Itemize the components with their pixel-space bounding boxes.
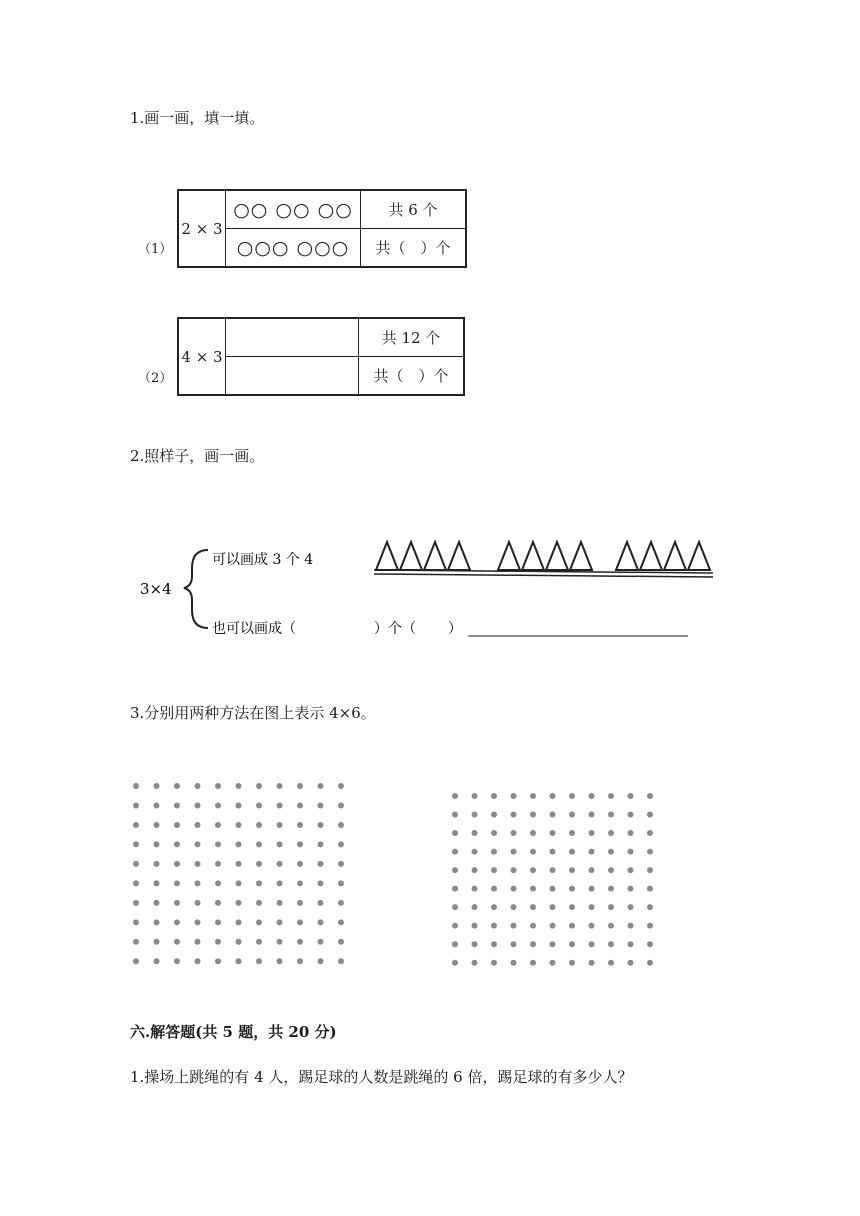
grid-dot	[530, 904, 536, 910]
grid-dot	[338, 919, 344, 925]
grid-dot	[569, 923, 575, 929]
grid-dot	[236, 880, 242, 886]
grid-dot	[628, 960, 634, 966]
grid-dot	[277, 958, 283, 964]
grid-dot	[452, 886, 458, 892]
q1-part2-row1-result: 共 12 个	[359, 318, 465, 357]
q3-dot-grid-right[interactable]	[447, 788, 667, 980]
grid-dot	[195, 861, 201, 867]
grid-dot	[215, 783, 221, 789]
grid-dot	[174, 900, 180, 906]
grid-dot	[608, 812, 614, 818]
grid-dot	[318, 841, 324, 847]
grid-dot	[511, 886, 517, 892]
grid-dot	[154, 802, 160, 808]
grid-dot	[647, 793, 653, 799]
grid-dot	[195, 783, 201, 789]
grid-dot	[491, 830, 497, 836]
grid-dot	[133, 939, 139, 945]
grid-dot	[550, 904, 556, 910]
q1-part1-row2-circles: ○○○ ○○○	[226, 229, 361, 268]
grid-dot	[154, 822, 160, 828]
grid-dot	[472, 941, 478, 947]
grid-dot	[318, 919, 324, 925]
grid-dot	[297, 919, 303, 925]
example-triangle	[448, 542, 470, 570]
q3-title: 3.分别用两种方法在图上表示 4×6。	[130, 704, 376, 722]
example-triangle	[616, 542, 638, 570]
example-triangle	[640, 542, 662, 570]
grid-dot	[318, 783, 324, 789]
grid-dot	[256, 822, 262, 828]
grid-dot	[338, 783, 344, 789]
grid-dot	[277, 861, 283, 867]
grid-dot	[511, 904, 517, 910]
grid-dot	[608, 904, 614, 910]
grid-dot	[195, 919, 201, 925]
grid-dot	[608, 941, 614, 947]
grid-dot	[154, 783, 160, 789]
grid-dot	[569, 960, 575, 966]
grid-dot	[530, 960, 536, 966]
grid-dot	[256, 939, 262, 945]
grid-dot	[133, 880, 139, 886]
q1-part1-row1-circles: ○○ ○○ ○○	[226, 190, 361, 229]
grid-dot	[511, 849, 517, 855]
grid-dot	[236, 783, 242, 789]
grid-dot	[133, 861, 139, 867]
grid-dot	[628, 886, 634, 892]
grid-dot	[195, 958, 201, 964]
grid-dot	[277, 939, 283, 945]
grid-dot	[569, 904, 575, 910]
example-triangle	[400, 542, 422, 570]
grid-dot	[154, 900, 160, 906]
q1-part1-table	[177, 189, 467, 268]
grid-dot	[628, 904, 634, 910]
grid-dot	[530, 867, 536, 873]
grid-dot	[647, 923, 653, 929]
grid-dot	[236, 802, 242, 808]
grid-dot	[589, 830, 595, 836]
grid-dot	[530, 941, 536, 947]
grid-dot	[647, 886, 653, 892]
grid-dot	[297, 958, 303, 964]
grid-dot	[297, 880, 303, 886]
grid-dot	[550, 867, 556, 873]
grid-dot	[491, 941, 497, 947]
grid-dot	[628, 849, 634, 855]
grid-dot	[550, 849, 556, 855]
grid-dot	[452, 960, 458, 966]
example-triangle	[522, 542, 544, 570]
grid-dot	[569, 793, 575, 799]
grid-dot	[452, 941, 458, 947]
grid-dot	[133, 900, 139, 906]
grid-dot	[647, 904, 653, 910]
grid-dot	[511, 923, 517, 929]
grid-dot	[511, 812, 517, 818]
q1-part2-row2-draw-area[interactable]	[226, 357, 359, 396]
grid-dot	[472, 904, 478, 910]
grid-dot	[491, 812, 497, 818]
grid-dot	[589, 923, 595, 929]
grid-dot	[472, 867, 478, 873]
q2-line2-a: 也可以画成（	[212, 621, 296, 637]
q2-title: 2.照样子，画一画。	[130, 447, 265, 465]
grid-dot	[452, 923, 458, 929]
grid-dot	[608, 849, 614, 855]
grid-dot	[550, 793, 556, 799]
grid-dot	[589, 812, 595, 818]
grid-dot	[530, 923, 536, 929]
grid-dot	[318, 861, 324, 867]
grid-dot	[511, 941, 517, 947]
grid-dot	[491, 867, 497, 873]
q1-part2-row2-result[interactable]: 共（ ）个	[359, 357, 465, 396]
grid-dot	[608, 830, 614, 836]
grid-dot	[338, 900, 344, 906]
grid-dot	[472, 849, 478, 855]
grid-dot	[215, 880, 221, 886]
section6-q1: 1.操场上跳绳的有 4 人，踢足球的人数是跳绳的 6 倍，踢足球的有多少人？	[130, 1068, 633, 1086]
grid-dot	[647, 960, 653, 966]
grid-dot	[133, 958, 139, 964]
grid-dot	[589, 793, 595, 799]
grid-dot	[174, 802, 180, 808]
grid-dot	[628, 867, 634, 873]
grid-dot	[133, 822, 139, 828]
q2-example-underline-2	[374, 574, 713, 577]
grid-dot	[511, 867, 517, 873]
grid-dot	[550, 941, 556, 947]
example-triangle	[664, 542, 686, 570]
grid-dot	[628, 830, 634, 836]
grid-dot	[297, 861, 303, 867]
grid-dot	[154, 958, 160, 964]
section6-title: 六.解答题(共 5 题，共 20 分)	[130, 1023, 337, 1041]
grid-dot	[256, 841, 262, 847]
grid-dot	[215, 802, 221, 808]
grid-dot	[215, 919, 221, 925]
q2-figure	[130, 530, 730, 650]
grid-dot	[452, 849, 458, 855]
grid-dot	[236, 939, 242, 945]
q1-part1-label: （1）	[138, 242, 173, 257]
grid-dot	[154, 919, 160, 925]
grid-dot	[195, 802, 201, 808]
grid-dot	[491, 793, 497, 799]
grid-dot	[569, 812, 575, 818]
grid-dot	[174, 880, 180, 886]
grid-dot	[452, 867, 458, 873]
grid-dot	[491, 849, 497, 855]
q1-part1-row1-result: 共 6 个	[361, 190, 467, 229]
grid-dot	[318, 822, 324, 828]
grid-dot	[174, 958, 180, 964]
example-triangle	[688, 542, 710, 570]
grid-dot	[550, 886, 556, 892]
grid-dot	[608, 793, 614, 799]
grid-dot	[215, 900, 221, 906]
grid-dot	[569, 830, 575, 836]
q1-part2-expr: 4 × 3	[178, 318, 226, 395]
grid-dot	[338, 861, 344, 867]
grid-dot	[195, 939, 201, 945]
grid-dot	[154, 861, 160, 867]
grid-dot	[236, 900, 242, 906]
grid-dot	[472, 830, 478, 836]
grid-dot	[628, 941, 634, 947]
q1-part1-row2-result[interactable]: 共（ ）个	[361, 229, 467, 268]
grid-dot	[297, 802, 303, 808]
grid-dot	[647, 849, 653, 855]
grid-dot	[318, 900, 324, 906]
grid-dot	[589, 849, 595, 855]
grid-dot	[491, 886, 497, 892]
grid-dot	[647, 812, 653, 818]
grid-dot	[256, 783, 262, 789]
grid-dot	[277, 900, 283, 906]
example-triangle	[546, 542, 568, 570]
grid-dot	[550, 812, 556, 818]
grid-dot	[338, 880, 344, 886]
grid-dot	[338, 802, 344, 808]
q2-line1: 可以画成 3 个 4	[212, 552, 314, 568]
grid-dot	[277, 919, 283, 925]
q1-part1-expr: 2 × 3	[178, 190, 226, 267]
grid-dot	[608, 960, 614, 966]
grid-dot	[154, 880, 160, 886]
grid-dot	[133, 802, 139, 808]
grid-dot	[297, 783, 303, 789]
q1-part2-table	[177, 317, 465, 396]
grid-dot	[491, 960, 497, 966]
grid-dot	[530, 849, 536, 855]
grid-dot	[215, 841, 221, 847]
grid-dot	[195, 822, 201, 828]
grid-dot	[236, 841, 242, 847]
grid-dot	[530, 812, 536, 818]
grid-dot	[215, 861, 221, 867]
grid-dot	[452, 830, 458, 836]
grid-dot	[628, 923, 634, 929]
grid-dot	[550, 923, 556, 929]
grid-dot	[174, 861, 180, 867]
grid-dot	[589, 904, 595, 910]
grid-dot	[452, 904, 458, 910]
example-triangle	[376, 542, 398, 570]
q2-line2-b: ）个（	[374, 621, 416, 637]
grid-dot	[338, 822, 344, 828]
grid-dot	[277, 880, 283, 886]
grid-dot	[589, 867, 595, 873]
grid-dot	[215, 939, 221, 945]
grid-dot	[133, 841, 139, 847]
grid-dot	[338, 841, 344, 847]
example-triangle	[498, 542, 520, 570]
grid-dot	[569, 941, 575, 947]
example-triangle	[424, 542, 446, 570]
grid-dot	[647, 941, 653, 947]
q1-part2-label: （2）	[138, 371, 173, 386]
grid-dot	[236, 822, 242, 828]
grid-dot	[472, 812, 478, 818]
grid-dot	[174, 939, 180, 945]
grid-dot	[154, 939, 160, 945]
grid-dot	[215, 822, 221, 828]
grid-dot	[511, 960, 517, 966]
grid-dot	[236, 958, 242, 964]
example-triangle	[570, 542, 592, 570]
grid-dot	[174, 841, 180, 847]
grid-dot	[256, 919, 262, 925]
grid-dot	[277, 802, 283, 808]
grid-dot	[569, 867, 575, 873]
grid-dot	[608, 886, 614, 892]
grid-dot	[472, 960, 478, 966]
grid-dot	[154, 841, 160, 847]
grid-dot	[318, 939, 324, 945]
grid-dot	[452, 793, 458, 799]
q1-part2-row1-draw-area[interactable]	[226, 318, 359, 357]
q2-line2-c: ）	[448, 621, 462, 637]
grid-dot	[338, 958, 344, 964]
grid-dot	[297, 900, 303, 906]
grid-dot	[236, 919, 242, 925]
grid-dot	[256, 958, 262, 964]
grid-dot	[472, 923, 478, 929]
grid-dot	[338, 939, 344, 945]
grid-dot	[297, 841, 303, 847]
grid-dot	[195, 841, 201, 847]
grid-dot	[472, 793, 478, 799]
grid-dot	[511, 793, 517, 799]
q2-expr: 3×4	[140, 580, 172, 598]
grid-dot	[550, 830, 556, 836]
grid-dot	[256, 802, 262, 808]
grid-dot	[318, 958, 324, 964]
grid-dot	[174, 919, 180, 925]
grid-dot	[277, 841, 283, 847]
grid-dot	[589, 886, 595, 892]
grid-dot	[530, 886, 536, 892]
grid-dot	[256, 861, 262, 867]
grid-dot	[195, 900, 201, 906]
grid-dot	[256, 880, 262, 886]
grid-dot	[133, 919, 139, 925]
grid-dot	[550, 960, 556, 966]
grid-dot	[628, 812, 634, 818]
grid-dot	[195, 880, 201, 886]
grid-dot	[511, 830, 517, 836]
grid-dot	[472, 886, 478, 892]
grid-dot	[133, 783, 139, 789]
grid-dot	[297, 939, 303, 945]
grid-dot	[318, 802, 324, 808]
grid-dot	[256, 900, 262, 906]
grid-dot	[277, 783, 283, 789]
grid-dot	[628, 793, 634, 799]
grid-dot	[569, 849, 575, 855]
q2-brace	[184, 550, 208, 628]
grid-dot	[236, 861, 242, 867]
grid-dot	[608, 923, 614, 929]
grid-dot	[452, 812, 458, 818]
grid-dot	[215, 958, 221, 964]
q2-example-triangles	[376, 542, 710, 570]
q1-title: 1.画一画，填一填。	[130, 109, 265, 127]
grid-dot	[297, 822, 303, 828]
grid-dot	[530, 793, 536, 799]
grid-dot	[569, 886, 575, 892]
grid-dot	[647, 830, 653, 836]
grid-dot	[589, 941, 595, 947]
grid-dot	[491, 904, 497, 910]
grid-dot	[589, 960, 595, 966]
grid-dot	[174, 822, 180, 828]
q3-dot-grid-left[interactable]	[128, 778, 358, 978]
grid-dot	[647, 867, 653, 873]
grid-dot	[174, 783, 180, 789]
grid-dot	[608, 867, 614, 873]
grid-dot	[491, 923, 497, 929]
grid-dot	[318, 880, 324, 886]
grid-dot	[277, 822, 283, 828]
grid-dot	[530, 830, 536, 836]
